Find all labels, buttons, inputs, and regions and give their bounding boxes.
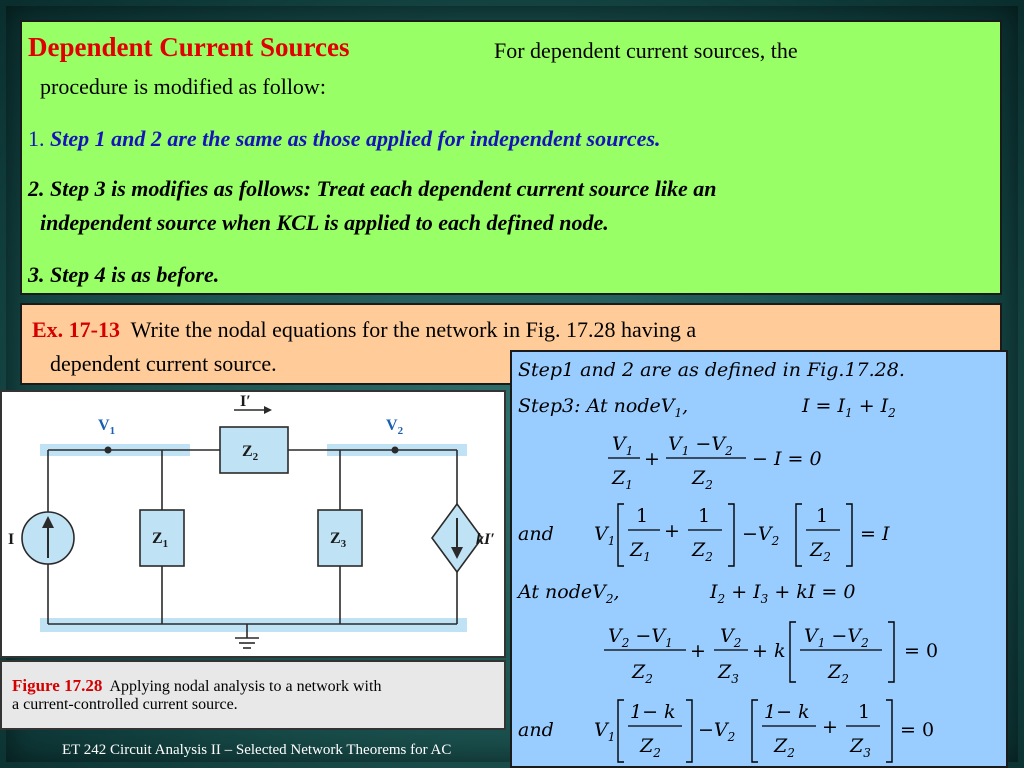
eq-line-step3-node1: Step3: At nodeV$_1$,: [518, 395, 689, 420]
svg-text:+: +: [752, 640, 768, 662]
svg-text:− I = 0: − I = 0: [752, 448, 822, 470]
step-2-line1: 2. Step 3 is modifies as follows: Treat each dependent current source like an: [28, 176, 717, 201]
circuit-figure: [0, 390, 506, 658]
label-z2: $Z_2$: [242, 443, 259, 463]
step-3: 3. Step 4 is as before.: [28, 262, 220, 287]
svg-text:= I: = I: [860, 523, 890, 545]
svg-text:1− k: 1− k: [630, 701, 676, 723]
svg-text:Z2: $Z_2$: [774, 735, 795, 760]
svg-text:V1: $V_1$: [612, 433, 634, 458]
svg-text:and: and: [518, 719, 554, 741]
eq-node1-expanded: [608, 433, 822, 492]
example-label: Ex. 17-13: [32, 317, 120, 342]
svg-text:−V2: $-V_2$: [698, 719, 736, 744]
svg-text:Z2: $Z_2$: [692, 467, 713, 492]
label-z1: $Z_1$: [152, 530, 169, 550]
svg-text:Z3: $Z_3$: [850, 735, 871, 760]
solution-panel: [510, 350, 1008, 768]
svg-text:Z1: $Z_1$: [612, 467, 633, 492]
svg-text:1: 1: [816, 505, 829, 527]
svg-text:Z2: $Z_2$: [632, 661, 653, 686]
figure-caption: [0, 660, 506, 730]
svg-text:Z3: $Z_3$: [718, 661, 739, 686]
eq-kcl-node1: $I = I_1 + I_2$: [802, 395, 896, 420]
step-1-text: Step 1 and 2 are the same as those applied for independent sources.: [50, 126, 661, 151]
node-dot-v1: [105, 447, 112, 454]
intro-text-line1: For dependent current sources, the: [494, 38, 798, 63]
svg-text:k: k: [774, 640, 786, 662]
label-i-prime: I′: [240, 393, 251, 410]
svg-text:V1: $V_1$: [594, 523, 616, 548]
svg-text:Z2: $Z_2$: [828, 661, 849, 686]
circuit-diagram: [2, 392, 504, 656]
svg-text:+: +: [690, 640, 706, 662]
eq-kcl-node2: $I_2 + I_3$ + kI = 0: [710, 581, 856, 606]
step-1-number: 1.: [28, 126, 45, 151]
current-arrow-icon: [264, 406, 272, 414]
example-text: Write the nodal equations for the network in Fig. 17.28 having a: [130, 317, 697, 342]
label-ki-prime: kI′: [476, 531, 495, 548]
svg-text:Z2: $Z_2$: [810, 539, 831, 564]
svg-text:−V2: $-V_2$: [742, 523, 780, 548]
step-2-line2: independent source when KCL is applied to each defined node.: [40, 210, 609, 235]
svg-text:1: 1: [858, 701, 871, 723]
svg-text:V2: $V_2$: [720, 625, 742, 650]
svg-text:1: 1: [698, 505, 711, 527]
svg-text:V2 −V1: $V_2 -V_1$: [608, 625, 673, 650]
svg-text:+: +: [644, 448, 660, 470]
svg-text:= 0: = 0: [900, 719, 935, 741]
svg-text:+: +: [822, 716, 838, 738]
eq-line-step1: Step1 and 2 are as defined in Fig.17.28.: [518, 359, 905, 381]
caption-title: Figure 17.28: [12, 676, 103, 695]
label-z3: $Z_3$: [330, 530, 347, 550]
eq-node2-simplified: [518, 700, 934, 762]
svg-text:and: and: [518, 523, 554, 545]
svg-text:1: 1: [636, 505, 649, 527]
solution-equations: [512, 352, 1006, 766]
step-1: [28, 126, 661, 152]
label-v2: $V_2$: [386, 417, 404, 437]
intro-text-line2: procedure is modified as follow:: [40, 74, 326, 99]
svg-text:V1: $V_1$: [594, 719, 616, 744]
label-v1: $V_1$: [98, 417, 116, 437]
example-line2: dependent current source.: [50, 351, 277, 376]
svg-text:Z2: $Z_2$: [640, 735, 661, 760]
svg-text:+: +: [664, 520, 680, 542]
impedance-z2: [220, 427, 288, 473]
eq-line-node2: At nodeV$_2$,: [518, 581, 620, 606]
svg-text:= 0: = 0: [904, 640, 939, 662]
example-line1: [32, 317, 696, 343]
label-i: I: [8, 531, 15, 548]
svg-text:Z1: $Z_1$: [630, 539, 651, 564]
eq-node2-expanded: [604, 622, 938, 686]
node-dot-v2: [392, 447, 399, 454]
footer-text: ET 242 Circuit Analysis II – Selected Network Theorems for AC: [62, 742, 452, 758]
svg-text:1− k: 1− k: [764, 701, 810, 723]
ground-bar: [40, 618, 467, 632]
svg-text:V1 −V2: $V_1 -V_2$: [804, 625, 869, 650]
caption-text: Applying nodal analysis to a network with: [109, 678, 382, 695]
svg-text:Z2: $Z_2$: [692, 539, 713, 564]
slide-title: Dependent Current Sources: [28, 32, 350, 62]
caption-text-line2: a current-controlled current source.: [12, 696, 238, 713]
svg-text:V1 −V2: $V_1 -V_2$: [668, 433, 733, 458]
intro-panel: [20, 20, 1002, 295]
eq-node1-simplified: [518, 504, 890, 566]
